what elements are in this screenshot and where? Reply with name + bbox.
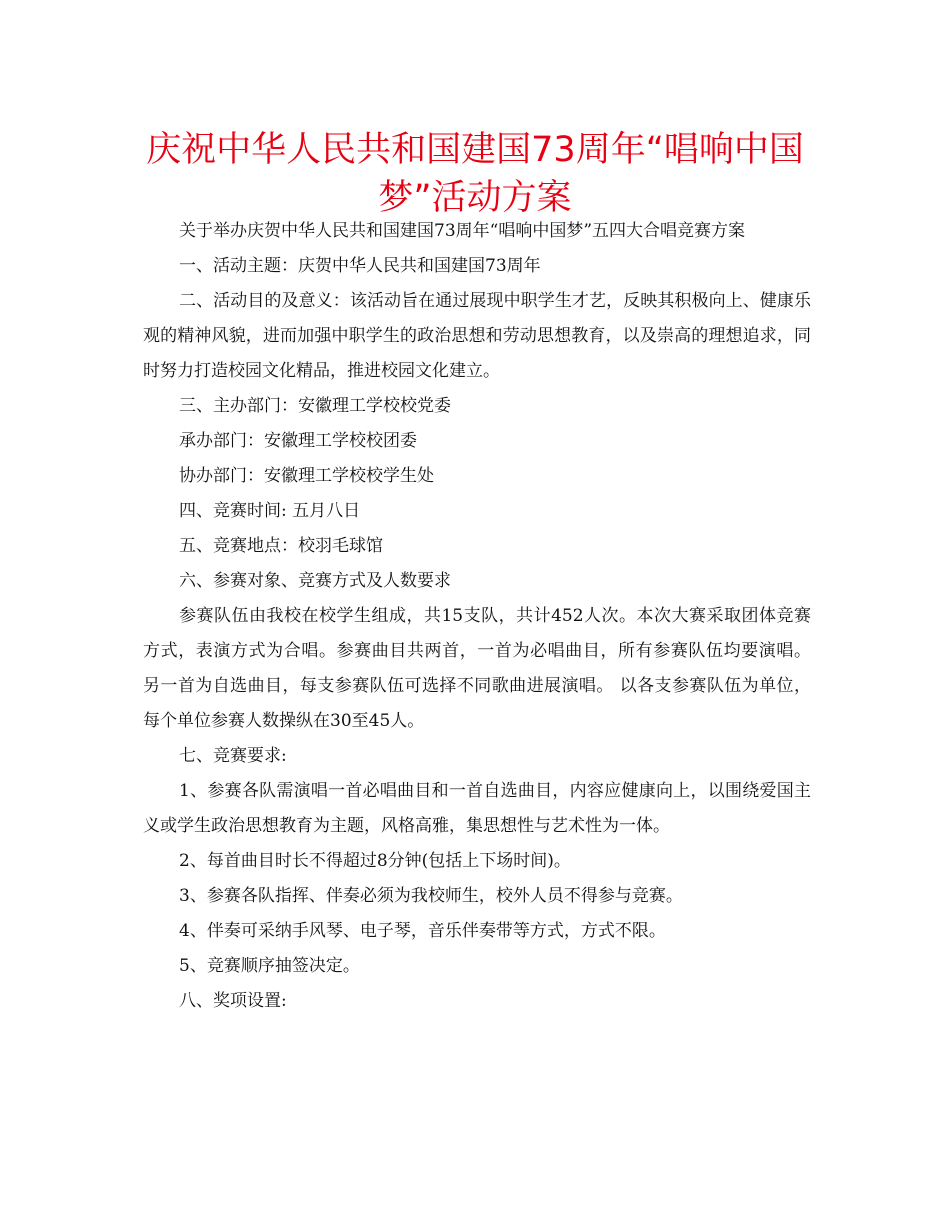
paragraph-requirements-heading: 七、竞赛要求: [179, 746, 287, 766]
paragraph-requirement-2: 2、每首曲目时长不得超过8分钟(包括上下场时间)。 [179, 851, 571, 871]
paragraph-requirement-1: 1、参赛各队需演唱一首必唱曲目和一首自选曲目，内容应健康向上，以围绕爱国主义或学生政治思想教育为主题，风格高雅，集思想性与艺术性为一体。 [143, 781, 811, 836]
document-title: 庆祝中华人民共和国建国73周年“唱响中国梦”活动方案 [146, 130, 804, 218]
paragraph-cooperator: 协办部门：安徽理工学校校学生处 [179, 466, 434, 486]
paragraph-purpose: 二、活动目的及意义：该活动旨在通过展现中职学生才艺，反映其积极向上、健康乐观的精神风貌，进而加强中职学生的政治思想和劳动思想教育，以及崇高的理想追求，同时努力打造校园文化精品，推进校园文化建立。 [143, 291, 811, 381]
paragraph-theme: 一、活动主题：庆贺中华人民共和国建国73周年 [179, 256, 541, 276]
document-body [143, 214, 811, 1019]
paragraph-venue: 五、竞赛地点：校羽毛球馆 [179, 536, 383, 556]
paragraph-intro: 关于举办庆贺中华人民共和国建国73周年“唱响中国梦”五四大合唱竞赛方案 [179, 221, 746, 241]
paragraph-participants-heading: 六、参赛对象、竞赛方式及人数要求 [179, 571, 451, 591]
paragraph-host: 三、主办部门：安徽理工学校校党委 [179, 396, 451, 416]
paragraph-participants: 参赛队伍由我校在校学生组成，共15支队，共计452人次。本次大赛采取团体竞赛方式，表演方式为合唱。参赛曲目共两首，一首为必唱曲目，所有参赛队伍均要演唱。 另一首为自选曲目，每支参赛队伍可选择不同歌曲进展演唱。 以各支参赛队伍为单位，每个单位参赛人数操纵在30至45人。 [143, 606, 811, 731]
paragraph-awards-heading: 八、奖项设置: [179, 991, 287, 1011]
paragraph-organizer: 承办部门：安徽理工学校校团委 [179, 431, 417, 451]
paragraph-time: 四、竞赛时间: 五月八日 [179, 501, 361, 521]
paragraph-requirement-4: 4、伴奏可采纳手风琴、电子琴，音乐伴奏带等方式，方式不限。 [179, 921, 666, 941]
paragraph-requirement-3: 3、参赛各队指挥、伴奏必须为我校师生，校外人员不得参与竞赛。 [179, 886, 683, 906]
paragraph-requirement-5: 5、竞赛顺序抽签决定。 [179, 956, 360, 976]
